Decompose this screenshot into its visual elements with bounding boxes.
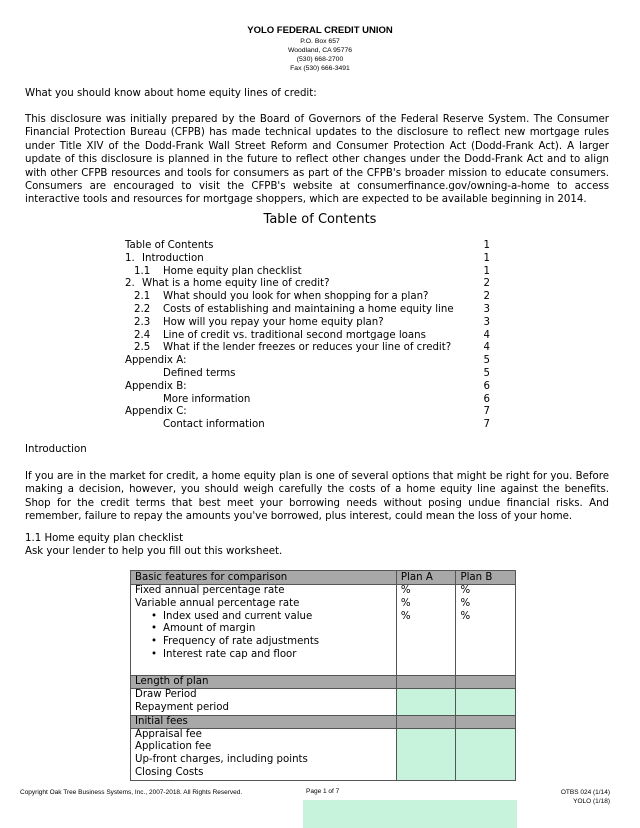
toc-label: Appendix C: — [125, 406, 187, 418]
toc-page: 2 — [483, 278, 490, 290]
toc-row[interactable] — [125, 291, 490, 304]
percent-sign: % — [460, 597, 471, 609]
toc-page: 4 — [483, 342, 490, 354]
toc-row[interactable] — [125, 240, 490, 253]
toc-label: Appendix B: — [125, 380, 187, 392]
what-to-know-heading: What you should know about home equity lines of credit: — [25, 88, 317, 99]
address-po-box: P.O. Box 657 — [300, 38, 340, 45]
plan-b-fees-header-field[interactable] — [456, 715, 516, 728]
comparison-worksheet — [130, 570, 516, 781]
application-fee-label: Application fee — [135, 741, 212, 753]
toc-row[interactable] — [125, 381, 490, 394]
toc-label: Table of Contents — [125, 240, 214, 251]
fees-row — [131, 728, 516, 780]
introduction-heading: Introduction — [25, 444, 87, 455]
toc-row[interactable] — [125, 266, 490, 279]
repayment-period-label: Repayment period — [135, 701, 229, 713]
toc-row[interactable] — [125, 253, 490, 266]
toc-label: Introduction — [142, 252, 204, 264]
toc-page: 7 — [483, 419, 490, 431]
initial-fees-band — [131, 715, 516, 728]
toc-row[interactable] — [125, 355, 490, 368]
closing-costs-label: Closing Costs — [135, 766, 204, 778]
disclosure-paragraph: This disclosure was initially prepared by the Board of Governors of the Federal Reserve System. The Consumer Financial Protection Bureau (CFPB) has made technical updates to the disclosure to reflect new mortgage rules under Title XIV of the Dodd-Frank Wall Street Reform and Consumer Protection Act (Dodd-Frank Act). A larger update of this disclosure is planned in the future to reflect other changes under the Dodd-Frank Act and to align with other CFPB resources and tools for consumers as part of the CFPB's broader mission to educate consumers. Consumers are encouraged to visit the CFPB's website at consumerfinance.gov/owning-a-home to access interactive tools and resources for mortgage shoppers, which are expected to be available beginning in 2014. — [25, 114, 609, 206]
percent-sign: % — [400, 610, 411, 622]
percent-sign: % — [460, 585, 471, 596]
toc-number: 2.5 — [134, 342, 151, 354]
initial-fees-label: Initial fees — [131, 715, 397, 728]
toc-number: 2.2 — [134, 303, 151, 315]
plan-b-period-field[interactable] — [456, 689, 516, 716]
toc-number: 2.3 — [134, 316, 151, 328]
toc-row[interactable] — [125, 394, 490, 407]
toc-row[interactable] — [125, 317, 490, 330]
toc-row[interactable] — [125, 342, 490, 355]
feature-column-header: Basic features for comparison — [131, 571, 397, 585]
toc-page: 3 — [483, 303, 490, 315]
toc-number: 2.4 — [134, 329, 151, 341]
toc-row[interactable] — [125, 406, 490, 419]
plan-b-column-header: Plan B — [456, 571, 516, 585]
toc-label: How will you repay your home equity plan? — [163, 316, 384, 328]
phone-number: (530) 668-2700 — [296, 56, 344, 63]
toc-row[interactable] — [125, 368, 490, 381]
toc-label: What if the lender freezes or reduces your line of credit? — [163, 342, 452, 354]
toc-row[interactable] — [125, 330, 490, 343]
rate-bullet-item: • Amount of margin — [135, 623, 396, 636]
plan-a-rate-field[interactable] — [396, 585, 456, 676]
fixed-rate-label: Fixed annual percentage rate — [135, 585, 285, 596]
toc-page: 6 — [483, 393, 490, 405]
toc-number: 1. — [125, 252, 135, 264]
toc-label: Line of credit vs. traditional second mortgage loans — [163, 329, 426, 341]
toc-page: 3 — [483, 316, 490, 328]
toc-label: Costs of establishing and maintaining a home equity line — [163, 303, 454, 315]
plan-b-fees-field[interactable] — [456, 728, 516, 780]
plan-a-length-field[interactable] — [396, 676, 456, 689]
toc-row[interactable] — [125, 304, 490, 317]
rate-row — [131, 585, 516, 676]
form-code: OTBS 024 (1/14) — [560, 789, 610, 796]
toc-page: 2 — [483, 291, 490, 303]
toc-label: Contact information — [163, 419, 265, 431]
page-number: Page 1 of 7 — [306, 788, 340, 795]
variable-rate-label: Variable annual percentage rate — [135, 597, 300, 609]
credit-union-name: YOLO FEDERAL CREDIT UNION — [247, 25, 393, 36]
toc-page: 4 — [483, 329, 490, 341]
percent-sign: % — [460, 610, 471, 622]
toc-row[interactable] — [125, 419, 490, 432]
form-version: YOLO (1/18) — [573, 798, 610, 805]
toc-page: 6 — [483, 380, 490, 392]
toc-page: 1 — [483, 265, 490, 277]
table-of-contents — [125, 240, 490, 432]
toc-number: 2.1 — [134, 291, 151, 303]
introduction-paragraph: If you are in the market for credit, a home equity plan is one of several options that might be right for you. Before making a decision, however, you should weigh carefully the costs of a home equity line against the benefits. Shop for the credit terms that best meet your borrowing needs without posing undue financial risks. And remember, failure to repay the amounts you've borrowed, plus interest, could mean the loss of your home. — [25, 471, 609, 523]
plan-a-fees-header-field[interactable] — [396, 715, 456, 728]
toc-page: 5 — [483, 355, 490, 367]
toc-page: 1 — [483, 240, 490, 251]
plan-b-length-field[interactable] — [456, 676, 516, 689]
percent-sign: % — [400, 597, 411, 609]
rate-bullet-item: • Index used and current value — [135, 611, 396, 624]
toc-row[interactable] — [125, 278, 490, 291]
checklist-instruction: Ask your lender to help you fill out this worksheet. — [25, 546, 283, 557]
worksheet-header-row — [131, 571, 516, 585]
plan-a-fees-field[interactable] — [396, 728, 456, 780]
toc-heading: Table of Contents — [263, 212, 377, 227]
footer-input-field[interactable] — [303, 800, 517, 828]
toc-label: Defined terms — [163, 367, 236, 379]
rate-features-cell — [131, 585, 397, 676]
period-row — [131, 689, 516, 716]
fee-labels-cell — [131, 728, 397, 780]
fax-number: Fax (530) 666-3491 — [290, 65, 350, 72]
appraisal-fee-label: Appraisal fee — [135, 728, 202, 740]
toc-number: 2. — [125, 278, 135, 290]
toc-label: What should you look for when shopping for a plan? — [163, 291, 429, 303]
checklist-heading: 1.1 Home equity plan checklist — [25, 533, 184, 544]
toc-page: 5 — [483, 367, 490, 379]
toc-label: More information — [163, 393, 251, 405]
rate-bullet-item: • Frequency of rate adjustments — [135, 636, 396, 649]
length-of-plan-label: Length of plan — [131, 676, 397, 689]
length-of-plan-band — [131, 676, 516, 689]
period-labels-cell — [131, 689, 397, 716]
draw-period-label: Draw Period — [135, 689, 197, 700]
plan-b-rate-field[interactable] — [456, 585, 516, 676]
toc-label: What is a home equity line of credit? — [142, 278, 330, 290]
plan-a-period-field[interactable] — [396, 689, 456, 716]
toc-page: 7 — [483, 406, 490, 418]
upfront-charges-label: Up-front charges, including points — [135, 754, 308, 766]
toc-page: 1 — [483, 252, 490, 264]
toc-label: Home equity plan checklist — [163, 265, 302, 277]
toc-label: Appendix A: — [125, 355, 187, 367]
rate-bullet-item: • Interest rate cap and floor — [135, 649, 396, 662]
address-city: Woodland, CA 95776 — [287, 47, 353, 54]
copyright-notice: Copyright Oak Tree Business Systems, Inc., 2007-2018. All Rights Reserved. — [20, 789, 243, 796]
toc-number: 1.1 — [134, 265, 151, 277]
plan-a-column-header: Plan A — [396, 571, 456, 585]
percent-sign: % — [400, 585, 411, 596]
